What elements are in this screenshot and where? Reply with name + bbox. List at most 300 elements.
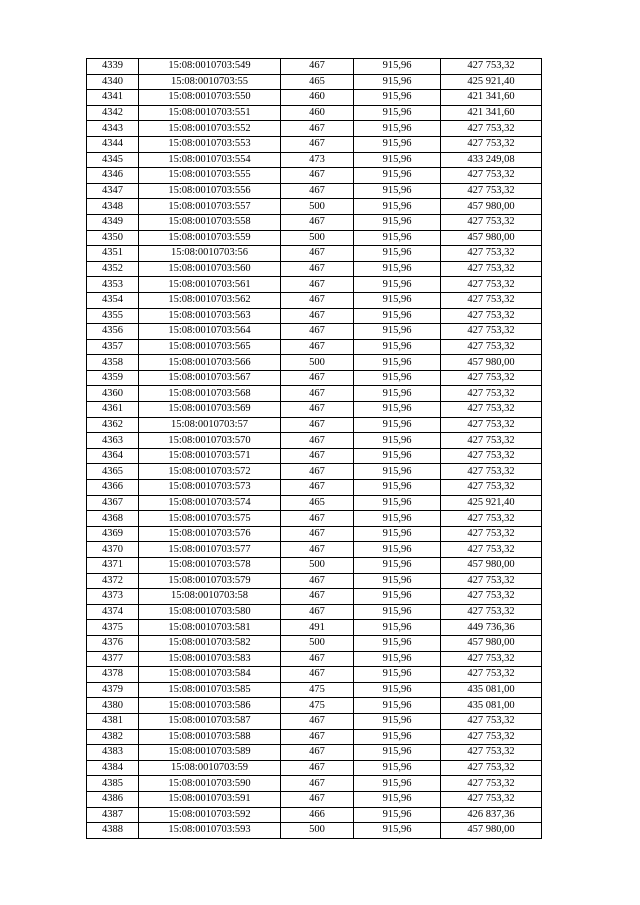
cadastral-value-cell: 421 341,60 xyxy=(441,105,542,121)
cadastral-number-cell: 15:08:0010703:557 xyxy=(139,199,281,215)
cadastral-number-cell: 15:08:0010703:578 xyxy=(139,558,281,574)
cadastral-value-cell: 427 753,32 xyxy=(441,760,542,776)
cadastral-value-cell: 457 980,00 xyxy=(441,355,542,371)
cadastral-number-cell: 15:08:0010703:589 xyxy=(139,745,281,761)
table-row xyxy=(87,121,542,137)
cadastral-value-cell: 433 249,08 xyxy=(441,152,542,168)
cadastral-value-cell: 427 753,32 xyxy=(441,168,542,184)
area-cell: 500 xyxy=(281,635,354,651)
table-row xyxy=(87,823,542,839)
row-number-cell: 4342 xyxy=(87,105,139,121)
area-cell: 467 xyxy=(281,339,354,355)
area-cell: 467 xyxy=(281,277,354,293)
area-cell: 467 xyxy=(281,214,354,230)
area-cell: 467 xyxy=(281,370,354,386)
table-row xyxy=(87,90,542,106)
cadastral-number-cell: 15:08:0010703:581 xyxy=(139,620,281,636)
cadastral-number-cell: 15:08:0010703:592 xyxy=(139,807,281,823)
row-number-cell: 4364 xyxy=(87,448,139,464)
cadastral-value-cell: 427 753,32 xyxy=(441,589,542,605)
unit-value-cell: 915,96 xyxy=(354,495,441,511)
table-row xyxy=(87,324,542,340)
table-row xyxy=(87,480,542,496)
table-row xyxy=(87,417,542,433)
row-number-cell: 4384 xyxy=(87,760,139,776)
cadastral-number-cell: 15:08:0010703:558 xyxy=(139,214,281,230)
cadastral-value-cell: 427 753,32 xyxy=(441,745,542,761)
row-number-cell: 4378 xyxy=(87,667,139,683)
cadastral-number-cell: 15:08:0010703:549 xyxy=(139,59,281,75)
table-row xyxy=(87,791,542,807)
unit-value-cell: 915,96 xyxy=(354,526,441,542)
row-number-cell: 4361 xyxy=(87,402,139,418)
unit-value-cell: 915,96 xyxy=(354,355,441,371)
area-cell: 467 xyxy=(281,526,354,542)
row-number-cell: 4355 xyxy=(87,308,139,324)
cadastral-value-cell: 427 753,32 xyxy=(441,370,542,386)
row-number-cell: 4368 xyxy=(87,511,139,527)
cadastral-value-cell: 421 341,60 xyxy=(441,90,542,106)
table-row xyxy=(87,74,542,90)
unit-value-cell: 915,96 xyxy=(354,745,441,761)
cadastral-value-cell: 427 753,32 xyxy=(441,573,542,589)
area-cell: 475 xyxy=(281,682,354,698)
cadastral-value-cell: 427 753,32 xyxy=(441,791,542,807)
table-row xyxy=(87,261,542,277)
area-cell: 460 xyxy=(281,90,354,106)
unit-value-cell: 915,96 xyxy=(354,464,441,480)
row-number-cell: 4339 xyxy=(87,59,139,75)
cadastral-value-cell: 427 753,32 xyxy=(441,729,542,745)
cadastral-number-cell: 15:08:0010703:55 xyxy=(139,74,281,90)
unit-value-cell: 915,96 xyxy=(354,168,441,184)
cadastral-number-cell: 15:08:0010703:56 xyxy=(139,246,281,262)
unit-value-cell: 915,96 xyxy=(354,152,441,168)
unit-value-cell: 915,96 xyxy=(354,807,441,823)
unit-value-cell: 915,96 xyxy=(354,573,441,589)
row-number-cell: 4367 xyxy=(87,495,139,511)
cadastral-number-cell: 15:08:0010703:580 xyxy=(139,604,281,620)
area-cell: 500 xyxy=(281,823,354,839)
cadastral-value-cell: 427 753,32 xyxy=(441,246,542,262)
area-cell: 500 xyxy=(281,558,354,574)
cadastral-value-cell: 457 980,00 xyxy=(441,823,542,839)
cadastral-value-cell: 427 753,32 xyxy=(441,386,542,402)
cadastral-value-cell: 427 753,32 xyxy=(441,402,542,418)
row-number-cell: 4344 xyxy=(87,136,139,152)
cadastral-number-cell: 15:08:0010703:573 xyxy=(139,480,281,496)
cadastral-number-cell: 15:08:0010703:551 xyxy=(139,105,281,121)
unit-value-cell: 915,96 xyxy=(354,558,441,574)
cadastral-number-cell: 15:08:0010703:587 xyxy=(139,713,281,729)
cadastral-number-cell: 15:08:0010703:577 xyxy=(139,542,281,558)
area-cell: 467 xyxy=(281,604,354,620)
table-row xyxy=(87,511,542,527)
row-number-cell: 4370 xyxy=(87,542,139,558)
row-number-cell: 4349 xyxy=(87,214,139,230)
row-number-cell: 4380 xyxy=(87,698,139,714)
area-cell: 467 xyxy=(281,480,354,496)
cadastral-number-cell: 15:08:0010703:575 xyxy=(139,511,281,527)
table-row xyxy=(87,105,542,121)
table-row xyxy=(87,370,542,386)
cadastral-number-cell: 15:08:0010703:568 xyxy=(139,386,281,402)
row-number-cell: 4376 xyxy=(87,635,139,651)
row-number-cell: 4343 xyxy=(87,121,139,137)
table-row xyxy=(87,386,542,402)
area-cell: 467 xyxy=(281,776,354,792)
unit-value-cell: 915,96 xyxy=(354,230,441,246)
cadastral-number-cell: 15:08:0010703:576 xyxy=(139,526,281,542)
row-number-cell: 4359 xyxy=(87,370,139,386)
table-row xyxy=(87,292,542,308)
area-cell: 500 xyxy=(281,355,354,371)
area-cell: 467 xyxy=(281,448,354,464)
cadastral-value-cell: 427 753,32 xyxy=(441,417,542,433)
area-cell: 467 xyxy=(281,542,354,558)
cadastral-number-cell: 15:08:0010703:583 xyxy=(139,651,281,667)
table-row xyxy=(87,745,542,761)
table-row xyxy=(87,277,542,293)
cadastral-value-cell: 427 753,32 xyxy=(441,526,542,542)
area-cell: 467 xyxy=(281,791,354,807)
unit-value-cell: 915,96 xyxy=(354,448,441,464)
unit-value-cell: 915,96 xyxy=(354,136,441,152)
area-cell: 467 xyxy=(281,261,354,277)
cadastral-value-cell: 425 921,40 xyxy=(441,495,542,511)
cadastral-value-cell: 427 753,32 xyxy=(441,59,542,75)
cadastral-number-cell: 15:08:0010703:564 xyxy=(139,324,281,340)
table-row xyxy=(87,339,542,355)
row-number-cell: 4379 xyxy=(87,682,139,698)
cadastral-number-cell: 15:08:0010703:554 xyxy=(139,152,281,168)
unit-value-cell: 915,96 xyxy=(354,433,441,449)
cadastral-number-cell: 15:08:0010703:565 xyxy=(139,339,281,355)
table-row xyxy=(87,558,542,574)
area-cell: 467 xyxy=(281,713,354,729)
cadastral-number-cell: 15:08:0010703:562 xyxy=(139,292,281,308)
area-cell: 460 xyxy=(281,105,354,121)
cadastral-value-cell: 427 753,32 xyxy=(441,511,542,527)
unit-value-cell: 915,96 xyxy=(354,480,441,496)
cadastral-number-cell: 15:08:0010703:550 xyxy=(139,90,281,106)
unit-value-cell: 915,96 xyxy=(354,402,441,418)
cadastral-number-cell: 15:08:0010703:563 xyxy=(139,308,281,324)
cadastral-value-cell: 449 736,36 xyxy=(441,620,542,636)
area-cell: 467 xyxy=(281,136,354,152)
table-row xyxy=(87,573,542,589)
cadastral-number-cell: 15:08:0010703:585 xyxy=(139,682,281,698)
unit-value-cell: 915,96 xyxy=(354,74,441,90)
area-cell: 467 xyxy=(281,59,354,75)
unit-value-cell: 915,96 xyxy=(354,511,441,527)
cadastral-value-cell: 457 980,00 xyxy=(441,635,542,651)
table-row xyxy=(87,495,542,511)
table-row xyxy=(87,199,542,215)
cadastral-value-cell: 426 837,36 xyxy=(441,807,542,823)
area-cell: 467 xyxy=(281,729,354,745)
row-number-cell: 4345 xyxy=(87,152,139,168)
cadastral-number-cell: 15:08:0010703:582 xyxy=(139,635,281,651)
table-row xyxy=(87,308,542,324)
row-number-cell: 4369 xyxy=(87,526,139,542)
cadastral-value-cell: 457 980,00 xyxy=(441,230,542,246)
table-row xyxy=(87,402,542,418)
row-number-cell: 4381 xyxy=(87,713,139,729)
row-number-cell: 4356 xyxy=(87,324,139,340)
unit-value-cell: 915,96 xyxy=(354,90,441,106)
unit-value-cell: 915,96 xyxy=(354,635,441,651)
cadastral-number-cell: 15:08:0010703:567 xyxy=(139,370,281,386)
area-cell: 467 xyxy=(281,402,354,418)
cadastral-value-cell: 427 753,32 xyxy=(441,713,542,729)
area-cell: 467 xyxy=(281,760,354,776)
table-row xyxy=(87,729,542,745)
cadastral-number-cell: 15:08:0010703:561 xyxy=(139,277,281,293)
unit-value-cell: 915,96 xyxy=(354,277,441,293)
row-number-cell: 4357 xyxy=(87,339,139,355)
row-number-cell: 4354 xyxy=(87,292,139,308)
unit-value-cell: 915,96 xyxy=(354,246,441,262)
cadastral-value-cell: 427 753,32 xyxy=(441,308,542,324)
row-number-cell: 4350 xyxy=(87,230,139,246)
cadastral-number-cell: 15:08:0010703:590 xyxy=(139,776,281,792)
cadastral-number-cell: 15:08:0010703:555 xyxy=(139,168,281,184)
unit-value-cell: 915,96 xyxy=(354,292,441,308)
table-row xyxy=(87,464,542,480)
table-row xyxy=(87,355,542,371)
cadastral-value-cell: 427 753,32 xyxy=(441,277,542,293)
row-number-cell: 4374 xyxy=(87,604,139,620)
row-number-cell: 4346 xyxy=(87,168,139,184)
table-row xyxy=(87,776,542,792)
row-number-cell: 4372 xyxy=(87,573,139,589)
area-cell: 467 xyxy=(281,667,354,683)
row-number-cell: 4348 xyxy=(87,199,139,215)
table-row xyxy=(87,526,542,542)
table-row xyxy=(87,214,542,230)
cadastral-number-cell: 15:08:0010703:552 xyxy=(139,121,281,137)
cadastral-number-cell: 15:08:0010703:586 xyxy=(139,698,281,714)
area-cell: 500 xyxy=(281,230,354,246)
table-row xyxy=(87,542,542,558)
table-row xyxy=(87,651,542,667)
row-number-cell: 4363 xyxy=(87,433,139,449)
area-cell: 467 xyxy=(281,308,354,324)
table-row xyxy=(87,635,542,651)
table-row xyxy=(87,136,542,152)
table-row xyxy=(87,230,542,246)
cadastral-value-cell: 427 753,32 xyxy=(441,651,542,667)
cadastral-value-cell: 427 753,32 xyxy=(441,292,542,308)
table-row xyxy=(87,433,542,449)
area-cell: 467 xyxy=(281,573,354,589)
cadastral-value-cell: 427 753,32 xyxy=(441,667,542,683)
unit-value-cell: 915,96 xyxy=(354,589,441,605)
area-cell: 467 xyxy=(281,246,354,262)
unit-value-cell: 915,96 xyxy=(354,308,441,324)
table-row xyxy=(87,682,542,698)
row-number-cell: 4362 xyxy=(87,417,139,433)
area-cell: 467 xyxy=(281,464,354,480)
unit-value-cell: 915,96 xyxy=(354,370,441,386)
unit-value-cell: 915,96 xyxy=(354,776,441,792)
unit-value-cell: 915,96 xyxy=(354,791,441,807)
cadastral-number-cell: 15:08:0010703:570 xyxy=(139,433,281,449)
cadastral-number-cell: 15:08:0010703:572 xyxy=(139,464,281,480)
area-cell: 467 xyxy=(281,589,354,605)
table-row xyxy=(87,667,542,683)
table-row xyxy=(87,168,542,184)
row-number-cell: 4358 xyxy=(87,355,139,371)
row-number-cell: 4365 xyxy=(87,464,139,480)
unit-value-cell: 915,96 xyxy=(354,59,441,75)
cadastral-number-cell: 15:08:0010703:559 xyxy=(139,230,281,246)
unit-value-cell: 915,96 xyxy=(354,199,441,215)
cadastral-value-cell: 427 753,32 xyxy=(441,339,542,355)
table-row xyxy=(87,620,542,636)
cadastral-value-cell: 427 753,32 xyxy=(441,464,542,480)
unit-value-cell: 915,96 xyxy=(354,667,441,683)
area-cell: 467 xyxy=(281,511,354,527)
unit-value-cell: 915,96 xyxy=(354,682,441,698)
cadastral-value-cell: 427 753,32 xyxy=(441,261,542,277)
row-number-cell: 4385 xyxy=(87,776,139,792)
unit-value-cell: 915,96 xyxy=(354,729,441,745)
area-cell: 467 xyxy=(281,324,354,340)
area-cell: 466 xyxy=(281,807,354,823)
table-row xyxy=(87,448,542,464)
row-number-cell: 4351 xyxy=(87,246,139,262)
cadastral-number-cell: 15:08:0010703:591 xyxy=(139,791,281,807)
unit-value-cell: 915,96 xyxy=(354,760,441,776)
unit-value-cell: 915,96 xyxy=(354,121,441,137)
cadastral-value-cell: 427 753,32 xyxy=(441,776,542,792)
unit-value-cell: 915,96 xyxy=(354,324,441,340)
table-row xyxy=(87,183,542,199)
row-number-cell: 4341 xyxy=(87,90,139,106)
cadastral-number-cell: 15:08:0010703:560 xyxy=(139,261,281,277)
table-row xyxy=(87,604,542,620)
unit-value-cell: 915,96 xyxy=(354,386,441,402)
row-number-cell: 4388 xyxy=(87,823,139,839)
unit-value-cell: 915,96 xyxy=(354,183,441,199)
row-number-cell: 4340 xyxy=(87,74,139,90)
cadastral-value-cell: 427 753,32 xyxy=(441,542,542,558)
unit-value-cell: 915,96 xyxy=(354,713,441,729)
row-number-cell: 4382 xyxy=(87,729,139,745)
row-number-cell: 4352 xyxy=(87,261,139,277)
row-number-cell: 4387 xyxy=(87,807,139,823)
area-cell: 467 xyxy=(281,292,354,308)
unit-value-cell: 915,96 xyxy=(354,105,441,121)
cadastral-value-table xyxy=(86,58,542,839)
row-number-cell: 4360 xyxy=(87,386,139,402)
table-row xyxy=(87,589,542,605)
cadastral-number-cell: 15:08:0010703:593 xyxy=(139,823,281,839)
row-number-cell: 4353 xyxy=(87,277,139,293)
cadastral-number-cell: 15:08:0010703:556 xyxy=(139,183,281,199)
table-row xyxy=(87,713,542,729)
unit-value-cell: 915,96 xyxy=(354,604,441,620)
table-body xyxy=(87,59,542,839)
area-cell: 467 xyxy=(281,168,354,184)
cadastral-value-cell: 427 753,32 xyxy=(441,183,542,199)
unit-value-cell: 915,96 xyxy=(354,542,441,558)
cadastral-number-cell: 15:08:0010703:553 xyxy=(139,136,281,152)
cadastral-number-cell: 15:08:0010703:569 xyxy=(139,402,281,418)
area-cell: 491 xyxy=(281,620,354,636)
area-cell: 467 xyxy=(281,433,354,449)
cadastral-number-cell: 15:08:0010703:58 xyxy=(139,589,281,605)
area-cell: 500 xyxy=(281,199,354,215)
table-row xyxy=(87,698,542,714)
cadastral-value-cell: 427 753,32 xyxy=(441,448,542,464)
area-cell: 467 xyxy=(281,417,354,433)
area-cell: 467 xyxy=(281,121,354,137)
row-number-cell: 4375 xyxy=(87,620,139,636)
area-cell: 467 xyxy=(281,651,354,667)
cadastral-value-cell: 435 081,00 xyxy=(441,698,542,714)
cadastral-value-cell: 427 753,32 xyxy=(441,214,542,230)
area-cell: 467 xyxy=(281,183,354,199)
area-cell: 465 xyxy=(281,495,354,511)
row-number-cell: 4366 xyxy=(87,480,139,496)
unit-value-cell: 915,96 xyxy=(354,417,441,433)
unit-value-cell: 915,96 xyxy=(354,698,441,714)
cadastral-value-cell: 427 753,32 xyxy=(441,604,542,620)
table-row xyxy=(87,807,542,823)
cadastral-value-cell: 427 753,32 xyxy=(441,480,542,496)
cadastral-number-cell: 15:08:0010703:588 xyxy=(139,729,281,745)
row-number-cell: 4383 xyxy=(87,745,139,761)
table-row xyxy=(87,152,542,168)
cadastral-number-cell: 15:08:0010703:566 xyxy=(139,355,281,371)
cadastral-value-cell: 435 081,00 xyxy=(441,682,542,698)
table-row xyxy=(87,246,542,262)
area-cell: 475 xyxy=(281,698,354,714)
row-number-cell: 4373 xyxy=(87,589,139,605)
cadastral-number-cell: 15:08:0010703:57 xyxy=(139,417,281,433)
unit-value-cell: 915,96 xyxy=(354,261,441,277)
unit-value-cell: 915,96 xyxy=(354,823,441,839)
table-row xyxy=(87,59,542,75)
cadastral-number-cell: 15:08:0010703:571 xyxy=(139,448,281,464)
row-number-cell: 4347 xyxy=(87,183,139,199)
unit-value-cell: 915,96 xyxy=(354,620,441,636)
cadastral-number-cell: 15:08:0010703:59 xyxy=(139,760,281,776)
cadastral-value-cell: 457 980,00 xyxy=(441,199,542,215)
area-cell: 465 xyxy=(281,74,354,90)
row-number-cell: 4386 xyxy=(87,791,139,807)
area-cell: 467 xyxy=(281,745,354,761)
unit-value-cell: 915,96 xyxy=(354,339,441,355)
area-cell: 473 xyxy=(281,152,354,168)
table-row xyxy=(87,760,542,776)
cadastral-value-cell: 457 980,00 xyxy=(441,558,542,574)
unit-value-cell: 915,96 xyxy=(354,651,441,667)
cadastral-number-cell: 15:08:0010703:579 xyxy=(139,573,281,589)
cadastral-value-cell: 427 753,32 xyxy=(441,433,542,449)
cadastral-value-cell: 427 753,32 xyxy=(441,136,542,152)
row-number-cell: 4377 xyxy=(87,651,139,667)
cadastral-value-cell: 425 921,40 xyxy=(441,74,542,90)
cadastral-value-cell: 427 753,32 xyxy=(441,121,542,137)
cadastral-number-cell: 15:08:0010703:574 xyxy=(139,495,281,511)
row-number-cell: 4371 xyxy=(87,558,139,574)
unit-value-cell: 915,96 xyxy=(354,214,441,230)
area-cell: 467 xyxy=(281,386,354,402)
